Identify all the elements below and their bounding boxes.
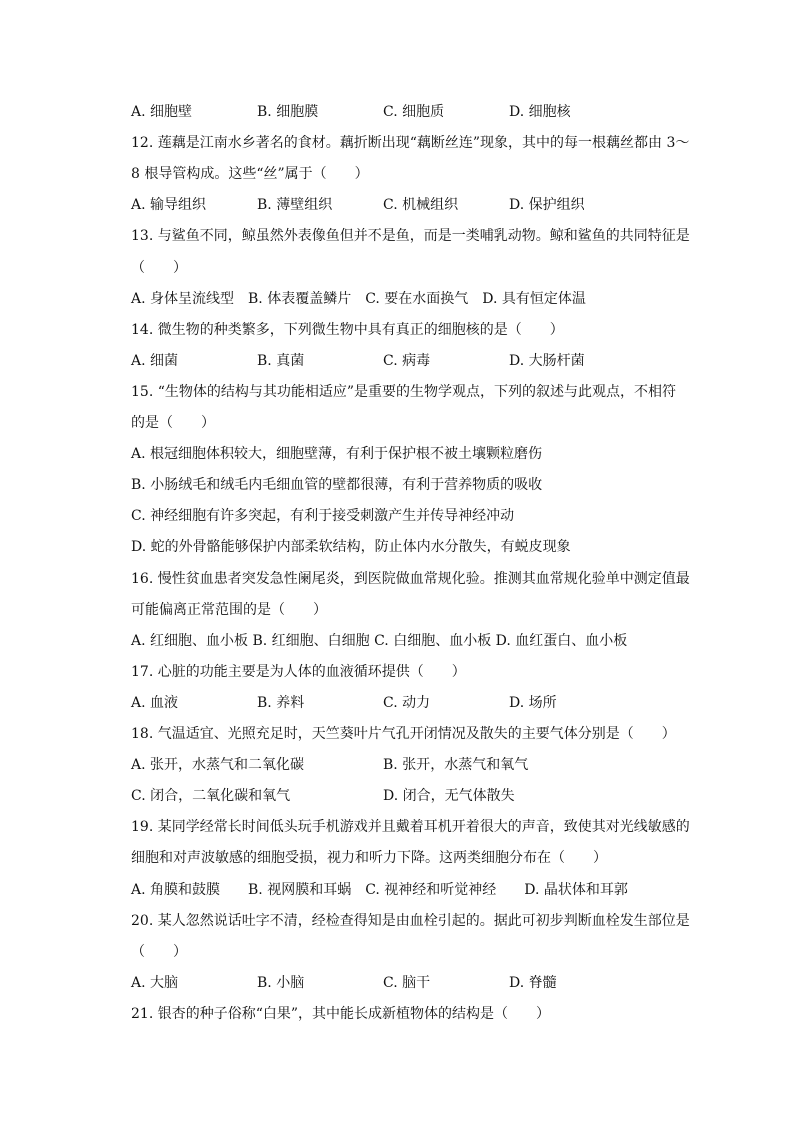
text-line: 14. 微生物的种类繁多，下列微生物中具有真正的细胞核的是（ ） — [131, 321, 564, 338]
options-row — [131, 785, 696, 807]
option-a: A. 张开，水蒸气和二氧化碳 — [131, 757, 305, 774]
option-c: C. 脑干 — [383, 974, 431, 991]
text-line: 16. 慢性贫血患者突发急性阑尾炎，到医院做血常规化验。推测其血常规化验单中测定值最 — [131, 570, 690, 587]
option-a: A. 大脑 — [131, 974, 179, 991]
text-line: 12. 莲藕是江南水乡著名的食材。藕折断出现“藕断丝连”现象，其中的每一根藕丝都由 3～ — [131, 135, 690, 152]
option-d: D. 保护组织 — [509, 197, 585, 214]
options-row — [131, 101, 696, 123]
text-line: A. 角膜和鼓膜 B. 视网膜和耳蜗 C. 视神经和听觉神经 D. 晶状体和耳郭 — [131, 881, 628, 898]
option-b: B. 真菌 — [257, 352, 305, 369]
text-line: （ ） — [131, 259, 187, 276]
option-c: C. 细胞质 — [383, 104, 445, 120]
text-line: 20. 某人忽然说话吐字不清，经检查得知是由血栓引起的。据此可初步判断血栓发生部位是 — [131, 912, 690, 929]
text-line: 21. 银杏的种子俗称“白果”，其中能长成新植物体的结构是（ ） — [131, 1005, 551, 1022]
option-b: B. 养料 — [257, 694, 305, 711]
text-line: D. 蛇的外骨骼能够保护内部柔软结构，防止体内水分散失，有蜕皮现象 — [131, 539, 571, 556]
option-a: A. 输导组织 — [131, 197, 207, 214]
text-line: A. 根冠细胞体积较大，细胞壁薄，有利于保护根不被土壤颗粒磨伤 — [131, 446, 543, 463]
option-d: D. 场所 — [509, 694, 557, 711]
text-line: 细胞和对声波敏感的细胞受损，视力和听力下降。这两类细胞分布在（ ） — [131, 850, 607, 867]
option-b: B. 薄壁组织 — [257, 197, 333, 214]
options-row — [131, 692, 696, 714]
text-line: C. 神经细胞有许多突起，有利于接受刺激产生并传导神经冲动 — [131, 508, 515, 525]
option-d: D. 脊髓 — [509, 974, 557, 991]
text-line: 19. 某同学经常长时间低头玩手机游戏并且戴着耳机开着很大的声音，致使其对光线敏感的 — [131, 819, 690, 836]
text-line: A. 身体呈流线型 B. 体表覆盖鳞片 C. 要在水面换气 D. 具有恒定体温 — [131, 290, 586, 307]
option-c: C. 机械组织 — [383, 197, 459, 214]
option-d: D. 细胞核 — [509, 104, 571, 120]
option-a: A. 细菌 — [131, 352, 179, 369]
option-b: B. 细胞膜 — [257, 104, 319, 120]
option-a: C. 闭合，二氧化碳和氧气 — [131, 788, 291, 805]
option-c: C. 病毒 — [383, 352, 431, 369]
option-d: D. 大肠杆菌 — [509, 352, 585, 369]
text-line: 17. 心脏的功能主要是为人体的血液循环提供（ ） — [131, 663, 466, 680]
text-line: 可能偏离正常范围的是（ ） — [131, 601, 327, 618]
option-a: A. 血液 — [131, 694, 179, 711]
text-line: 8 根导管构成。这些“丝”属于（ ） — [131, 166, 369, 183]
text-line: （ ） — [131, 943, 187, 960]
text-line: 18. 气温适宜、光照充足时，天竺葵叶片气孔开闭情况及散失的主要气体分别是（ ） — [131, 726, 676, 742]
option-a: A. 细胞壁 — [131, 104, 193, 120]
text-line: 的是（ ） — [131, 415, 215, 431]
options-row — [131, 754, 696, 776]
text-line: B. 小肠绒毛和绒毛内毛细血管的壁都很薄，有利于营养物质的吸收 — [131, 477, 543, 494]
option-b: B. 张开，水蒸气和氧气 — [383, 757, 529, 774]
text-line: 15. “生物体的结构与其功能相适应”是重要的生物学观点，下列的叙述与此观点，不相符 — [131, 383, 677, 400]
option-b: B. 小脑 — [257, 974, 305, 991]
option-c: C. 动力 — [383, 694, 431, 711]
options-row — [131, 194, 696, 216]
text-line: 13. 与鲨鱼不同，鲸虽然外表像鱼但并不是鱼，而是一类哺乳动物。鲸和鲨鱼的共同特征是 — [131, 228, 690, 245]
text-line: A. 红细胞、血小板 B. 红细胞、白细胞 C. 白细胞、血小板 D. 血红蛋白、血小板 — [131, 632, 628, 649]
options-row — [131, 972, 696, 994]
option-b: D. 闭合，无气体散失 — [383, 788, 515, 805]
options-row — [131, 350, 696, 372]
